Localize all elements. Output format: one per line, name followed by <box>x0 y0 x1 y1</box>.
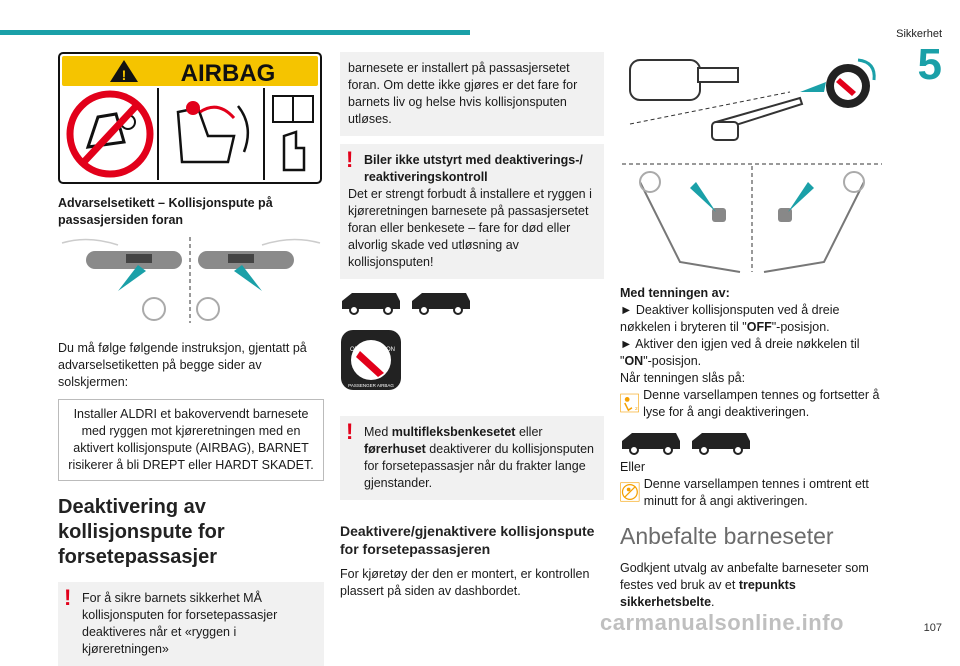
bench-seat-warning: ! Med multifleksbenkesetet eller førerhuset deaktiverer du kollisjonsputen for forsetepassasjer når du frakter lange gjenstander. <box>340 416 604 500</box>
column-3 <box>620 52 886 611</box>
recommended-seats-text: Godkjent utvalg av anbefalte barneseter som festes ved bruk av et trepunkts sikkerhetsbelte. <box>620 561 869 609</box>
lamp-off-row: 2 Denne varsellampen tennes og fortsetter å lyse for å angi deaktiveringen. <box>620 387 886 421</box>
airbag-on-lamp-icon <box>620 476 640 508</box>
airbag-switch-icon <box>340 329 402 391</box>
deactivation-heading: Deaktivering av kollisjonspute for forsetepassasjer <box>58 496 225 568</box>
lamp-on-row: Denne varsellampen tennes i omtrent ett minutt for å angi aktiveringen. <box>620 476 886 510</box>
van-silhouette-icon <box>340 289 402 315</box>
or-label: Eller <box>620 460 646 474</box>
column-2 <box>340 52 604 600</box>
van-silhouette-icon <box>620 429 682 455</box>
step-reactivate: ► Aktiver den igjen ved å dreie nøkkelen til "ON"-posisjon. <box>620 337 860 368</box>
step-deactivate: ► Deaktiver kollisjonsputen ved å dreie nøkkelen i bryteren til "OFF"-posisjon. <box>620 303 840 334</box>
key-and-dashboard-diagram <box>620 52 884 274</box>
chapter-number: 5 <box>917 40 942 89</box>
airbag-notice: Installer ALDRI et bakovervendt barnesete med ryggen mot kjøreretningen med en aktivert kollisjonspute (AIRBAG), BARNET risikerer å bli DREPT eller HARDT SKADET. <box>58 399 324 481</box>
label-caption: Advarselsetikett – Kollisjonspute på passasjersiden foran <box>58 196 273 227</box>
column-1 <box>58 52 324 666</box>
warning-icon: ! <box>64 585 72 610</box>
header-accent-bar <box>0 30 470 35</box>
vehicle-icons <box>340 289 604 315</box>
svg-text:2: 2 <box>634 407 638 413</box>
recommended-seats-heading: Anbefalte barneseter <box>620 523 834 549</box>
van-silhouette-icon <box>410 289 472 315</box>
svg-text:ON: ON <box>386 347 395 353</box>
svg-text:PASSENGER AIRBAG: PASSENGER AIRBAG <box>348 383 394 388</box>
airbag-label-title: AIRBAG <box>180 60 276 87</box>
airbag-warning-label <box>58 52 322 184</box>
warning-icon: ! <box>346 147 354 172</box>
warning-icon: ! <box>346 419 354 444</box>
sun-visor-diagram <box>58 235 322 325</box>
watermark: carmanualsonline.info <box>600 610 844 635</box>
continued-warning: barnesete er installert på passasjersetet foran. Om dette ikke gjøres er det fare for barnets liv og helse hvis kollisjonsputen utløses. <box>340 52 604 136</box>
svg-text:OFF: OFF <box>350 347 362 353</box>
van-silhouette-icon <box>690 429 752 455</box>
control-location-text: For kjøretøy der den er montert, er kontrollen plassert på siden av dashbordet. <box>340 567 590 598</box>
key-diagram <box>630 60 874 140</box>
reactivate-heading: Deaktivere/gjenaktivere kollisjonspute for forsetepassasjeren <box>340 523 595 557</box>
ignition-on-label: Når tenningen slås på: <box>620 371 746 385</box>
child-safety-warning: ! For å sikre barnets sikkerhet MÅ kollisjonsputen for forsetepassasjer deaktiveres når et «ryggen i kjøreretningen» <box>58 582 324 666</box>
svg-text:!: ! <box>121 67 127 83</box>
instruction-text: Du må følge følgende instruksjon, gjentatt på advarselsetiketten på begge sider av solskjermen: <box>58 341 307 389</box>
ignition-off-label: Med tenningen av: <box>620 286 730 300</box>
page-number: 107 <box>923 622 942 634</box>
section-title: Sikkerhet <box>896 28 942 40</box>
airbag-off-lamp-icon <box>620 387 639 419</box>
vehicle-icons <box>620 429 886 455</box>
no-switch-warning: ! Biler ikke utstyrt med deaktiverings-/ reaktiveringskontroll Det er strengt forbudt å installere et ryggen i kjøreretningen barnesete på passasjersetet foran eller benkesete – fare for død eller alvorlig skade ved utløsning av kollisjonsputen! <box>340 144 604 279</box>
dashboard-diagram <box>622 164 882 272</box>
